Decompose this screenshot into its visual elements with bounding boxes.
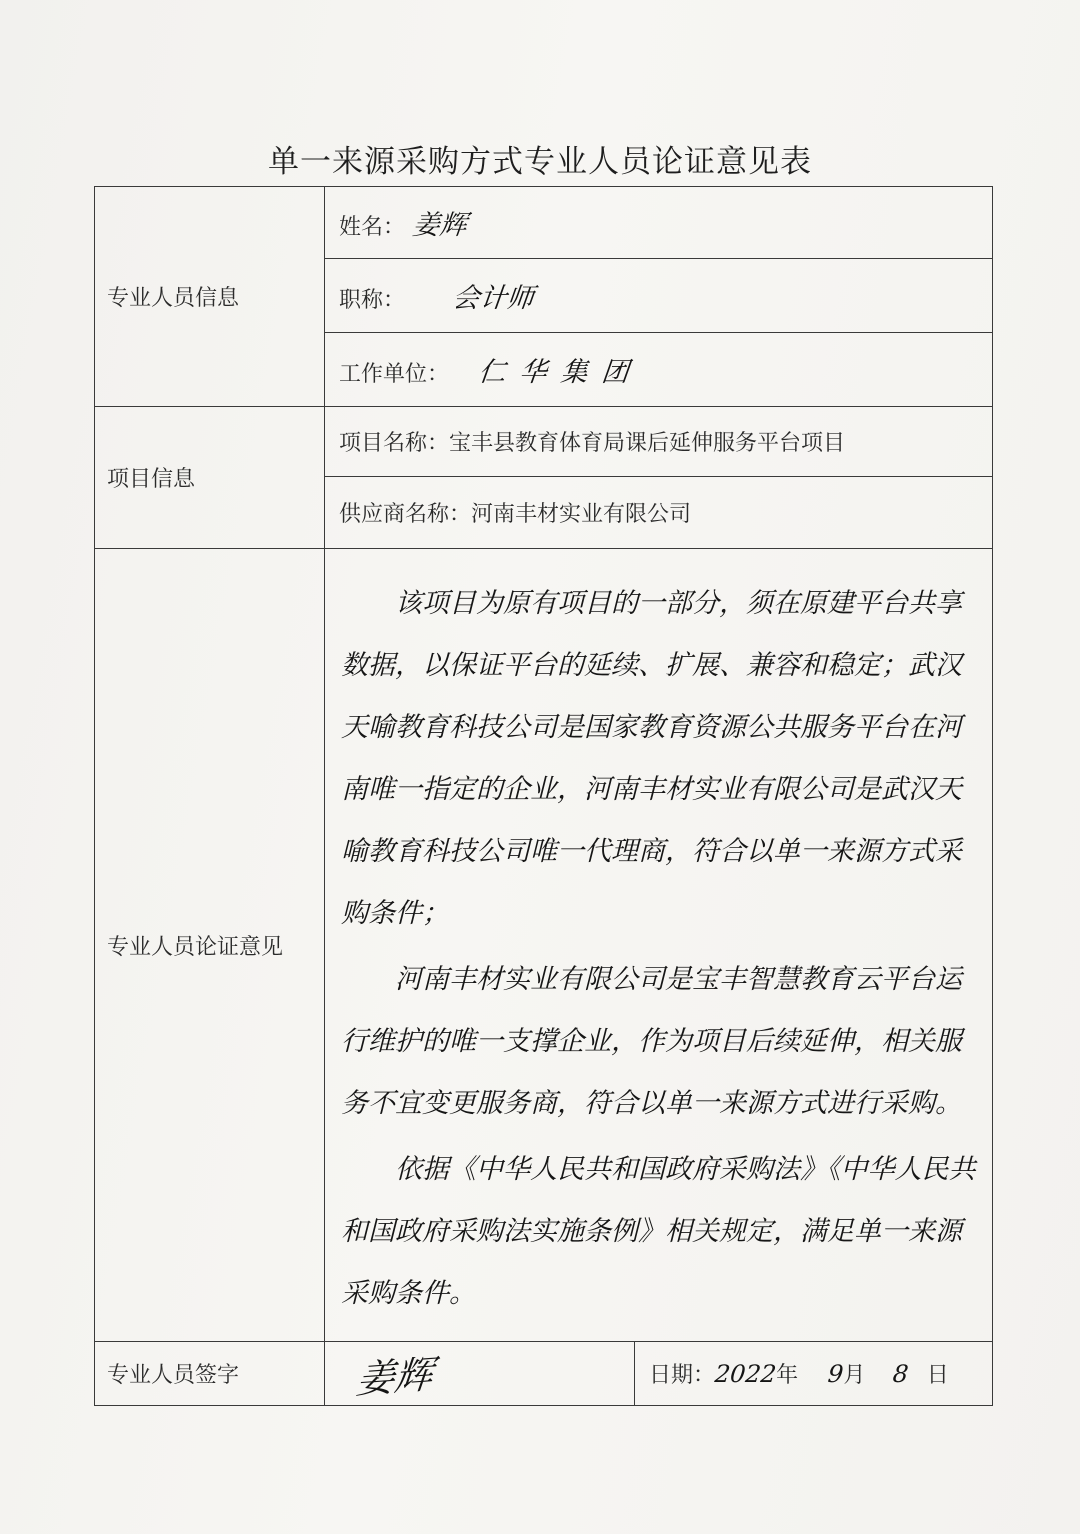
personnel-info-label: 专业人员信息	[95, 187, 325, 407]
job-title-row	[325, 259, 993, 333]
opinion-label: 专业人员论证意见	[95, 549, 325, 1342]
supplier-label: 供应商名称：	[339, 502, 472, 527]
opinion-content-handwritten	[325, 549, 993, 1342]
employer-label: 工作单位：	[339, 362, 450, 387]
supplier-row	[325, 477, 993, 549]
employer-row	[325, 333, 993, 407]
date-cell	[635, 1342, 993, 1406]
job-title-label: 职称：	[339, 288, 406, 313]
year-unit: 年	[776, 1363, 799, 1388]
opinion-paragraph: 该项目为原有项目的一部分，须在原建平台共享数据，以保证平台的延续、扩展、兼容和稳定；武汉天喻教育科技公司是国家教育资源公共服务平台在河南唯一指定的企业，河南丰材实业有限公司是武汉天喻教育科技公司唯一代理商，符合以单一来源方式采购条件；	[341, 588, 962, 929]
name-label: 姓名：	[339, 215, 406, 240]
project-name-row	[325, 407, 993, 477]
day-unit: 日	[926, 1363, 949, 1388]
month-unit: 月	[843, 1363, 866, 1388]
date-label: 日期：	[649, 1363, 716, 1388]
date-year-handwritten: 2022	[713, 1360, 778, 1388]
page-title: 单一来源采购方式专业人员论证意见表	[268, 144, 812, 180]
date-day-handwritten: 8	[891, 1360, 911, 1388]
project-name-value: 宝丰县教育体育局课后延伸服务平台项目	[449, 431, 846, 456]
job-title-value-handwritten: 会计师	[451, 283, 536, 314]
opinion-paragraph: 河南丰材实业有限公司是宝丰智慧教育云平台运行维护的唯一支撑企业，作为项目后续延伸，相关服务不宜变更服务商，符合以单一来源方式进行采购。	[341, 964, 962, 1119]
project-name-label: 项目名称：	[339, 431, 450, 456]
name-row	[325, 187, 993, 259]
name-value-handwritten: 姜辉	[411, 210, 469, 241]
opinion-paragraph: 依据《中华人民共和国政府采购法》《中华人民共和国政府采购法实施条例》相关规定，满足单一来源采购条件。	[341, 1154, 976, 1309]
signature-label: 专业人员签字	[95, 1342, 325, 1406]
project-info-label: 项目信息	[95, 407, 325, 549]
date-month-handwritten: 9	[826, 1360, 845, 1388]
signature-handwritten: 姜辉	[354, 1352, 435, 1402]
opinion-form-table	[94, 186, 993, 1406]
employer-value-handwritten: 仁华集团	[477, 357, 645, 388]
signature-cell	[325, 1342, 635, 1406]
supplier-value: 河南丰材实业有限公司	[471, 502, 692, 527]
